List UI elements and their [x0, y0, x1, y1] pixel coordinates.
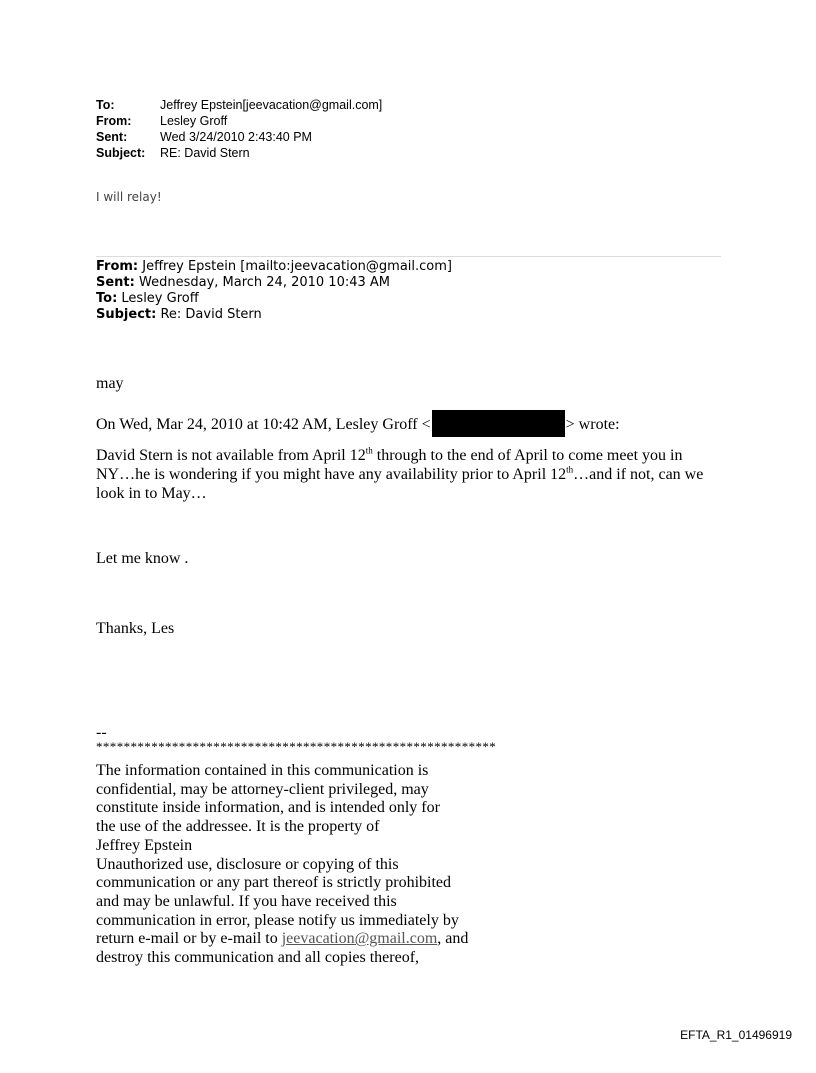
to-row	[96, 97, 382, 113]
disclaimer-line: Unauthorized use, disclosure or copying of this	[96, 855, 399, 873]
signoff-text: Thanks, Les	[96, 620, 175, 637]
message-paragraph	[96, 446, 716, 503]
attribution-prefix: On Wed, Mar 24, 2010 at 10:42 AM, Lesley Groff <	[96, 416, 431, 433]
quoted-from-label: From:	[96, 259, 139, 274]
quoted-to-label: To:	[96, 291, 118, 306]
quoted-sent-value: Wednesday, March 24, 2010 10:43 AM	[134, 275, 391, 290]
email-link[interactable]: jeevacation@gmail.com	[281, 930, 438, 948]
para-part-1: David Stern is not available from April 12	[96, 447, 366, 464]
quoted-from-value: Jeffrey Epstein [mailto:jeevacation@gmail.com]	[138, 259, 452, 274]
email-line-suffix: , and	[437, 930, 469, 948]
disclaimer-line: and may be unlawful. If you have received this	[96, 892, 397, 910]
divider	[96, 256, 721, 257]
sent-row	[96, 129, 382, 145]
signature-stars: **********************************************************	[96, 739, 497, 754]
sent-value: Wed 3/24/2010 2:43:40 PM	[160, 130, 312, 144]
let-me-know-text: Let me know .	[96, 550, 189, 567]
disclaimer-line: destroy this communication and all copies thereof,	[96, 949, 420, 967]
quoted-subject-value: Re: David Stern	[156, 307, 262, 322]
reply-text: I will relay!	[96, 190, 162, 204]
to-label: To:	[96, 98, 115, 112]
to-value: Jeffrey Epstein[jeevacation@gmail.com]	[160, 98, 383, 112]
quoted-sent-row	[96, 275, 452, 291]
para-sup-2: th	[566, 464, 574, 475]
disclaimer-line: confidential, may be attorney-client privileged, may	[96, 780, 429, 798]
disclaimer-line: the use of the addressee. It is the property of	[96, 818, 380, 836]
may-text: may	[96, 375, 124, 392]
quoted-to-row	[96, 291, 452, 307]
disclaimer-line: constitute inside information, and is intended only for	[96, 799, 440, 817]
subject-label: Subject:	[96, 146, 146, 160]
disclaimer-line: Jeffrey Epstein	[96, 836, 193, 854]
quoted-subject-row	[96, 307, 452, 323]
subject-value: RE: David Stern	[160, 146, 250, 160]
from-value: Lesley Groff	[160, 114, 228, 128]
attribution-suffix: > wrote:	[565, 416, 620, 433]
quoted-to-value: Lesley Groff	[117, 291, 199, 306]
para-sup-1: th	[365, 445, 373, 456]
quote-attribution	[96, 410, 620, 437]
redaction-box	[432, 410, 565, 437]
disclaimer-email-line	[96, 930, 496, 949]
email-line-prefix: return e-mail or by e-mail to	[96, 930, 282, 948]
quoted-from-row	[96, 259, 452, 275]
from-label: From:	[96, 114, 132, 128]
email-header	[96, 97, 382, 161]
disclaimer-line: communication or any part thereof is strictly prohibited	[96, 874, 452, 892]
disclaimer-line: The information contained in this communication is	[96, 762, 429, 779]
document-id: EFTA_R1_01496919	[680, 1028, 792, 1042]
from-row	[96, 113, 382, 129]
signature-dashes: --	[96, 724, 107, 741]
para-part-3: …and if not, can we look in to May…	[96, 466, 704, 502]
sent-label: Sent:	[96, 130, 128, 144]
quoted-sent-label: Sent:	[96, 275, 135, 290]
disclaimer	[96, 762, 496, 968]
disclaimer-line: communication in error, please notify us immediately by	[96, 911, 459, 929]
quoted-subject-label: Subject:	[96, 307, 157, 322]
subject-row	[96, 145, 382, 161]
para-part-2: through to the end of April to come meet you in NY…he is wondering if you might have any availability prior to April 12	[96, 447, 683, 483]
quoted-header	[96, 259, 452, 323]
